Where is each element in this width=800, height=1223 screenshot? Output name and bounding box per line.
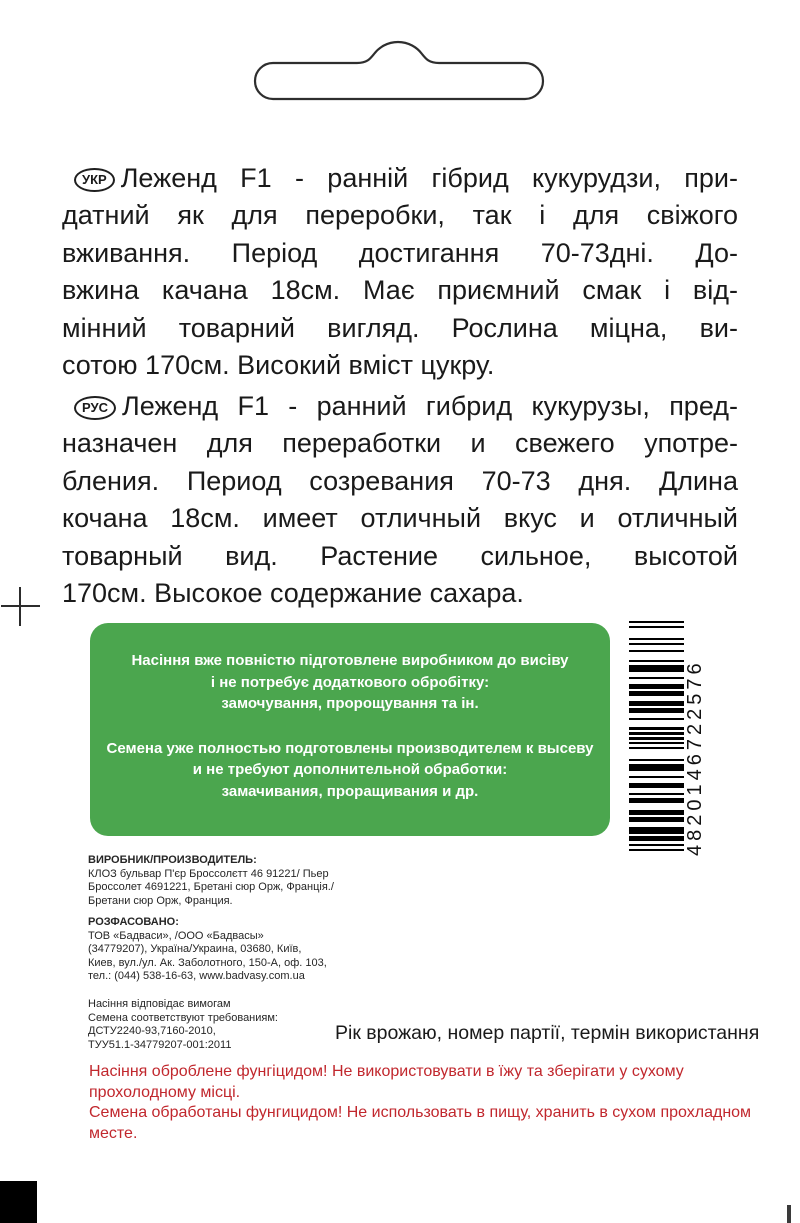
producer-line: КЛОЗ бульвар П'єр Броссолєтт 46 91221/ Пьер (88, 867, 329, 880)
description-line: 170см. Высокое содержание сахара. (62, 578, 524, 609)
notice-ukrainian (90, 650, 610, 715)
description-text: Леженд F1 - ранній гібрид кукурудзи, при- (120, 163, 738, 193)
description-line (62, 160, 738, 197)
description-line: бления. Период созревания 70-73 дня. Длина (62, 465, 738, 496)
packer-line: Киев, вул./ул. Ак. Заболотного, 150-А, оф. 103, (88, 956, 327, 969)
registration-crosshair-icon (19, 587, 21, 626)
packer-header: РОЗФАСОВАНО: (88, 916, 179, 928)
description-line: мінний товарний вигляд. Рослина міцна, ви- (62, 312, 738, 343)
description-line (62, 388, 738, 425)
print-color-patch (0, 1181, 37, 1223)
warning-line: Насіння оброблене фунгіцидом! Не використовувати в їжу та зберігати у сухому прохолодному місці. (89, 1063, 684, 1101)
description-line: назначен для переработки и свежего употре- (62, 428, 738, 459)
packer-line: ТОВ «Бадваси», /ООО «Бадвасы» (88, 929, 264, 942)
packer-line: тел.: (044) 538-16-63, www.badvasy.com.ua (88, 970, 305, 982)
description-line: сотою 170см. Високий вміст цукру. (62, 350, 495, 381)
description-line: вжина качана 18см. Має приємний смак і від- (62, 275, 738, 306)
notice-line: и не требуют дополнительной обработки: (192, 761, 508, 778)
lang-badge-rus-icon: РУС (74, 396, 116, 420)
seed-preparation-notice-box (90, 623, 610, 836)
warning-line: Семена обработаны фунгицидом! Не использовать в пищу, хранить в сухом прохладном месте. (89, 1104, 752, 1142)
producer-info (88, 854, 334, 908)
producer-line: Бретани сюр Орж, Франция. (88, 894, 233, 907)
notice-line: замачивания, проращивания и др. (221, 782, 479, 800)
standards-line: Насіння відповідає вимогам (88, 998, 231, 1010)
producer-line: Броссолет 4691221, Бретані сюр Орж, Франція./ (88, 881, 334, 893)
euro-slot-hang-hole-icon (253, 40, 545, 102)
notice-line: Семена уже полностью подготовлены производителем к высеву (106, 739, 594, 757)
fungicide-warning (89, 1062, 754, 1144)
packer-line: (34779207), Україна/Украина, 03680, Київ, (88, 943, 302, 955)
standards-line: ДСТУ2240-93,7160-2010, (88, 1025, 216, 1037)
notice-line: і не потребує додаткового обробітку: (210, 673, 490, 691)
description-line: вживання. Період достигання 70-73дні. До- (62, 237, 738, 268)
lang-badge-ukr-icon: УКР (74, 168, 115, 192)
description-text: Леженд F1 - ранний гибрид кукурузы, пред- (121, 391, 738, 421)
notice-russian (90, 738, 610, 803)
standards-line: Семена соответствуют требованиям: (88, 1011, 278, 1024)
notice-line: Насіння вже повністю підготовлене виробником до висіву (131, 652, 569, 669)
description-ukrainian (62, 160, 738, 384)
standards-line: ТУУ51.1-34779207-001:2011 (88, 1038, 232, 1051)
print-trim-mark (787, 1205, 791, 1223)
description-line: датний як для переробки, так і для свіжого (62, 200, 738, 231)
packer-info (88, 916, 327, 984)
barcode-number: 4820146722576 (684, 659, 706, 856)
notice-line: замочування, пророщування та ін. (221, 695, 479, 712)
description-line: товарный вид. Растение сильное, высотой (62, 540, 738, 571)
standards-info (88, 998, 278, 1052)
lot-note: Рік врожаю, номер партії, термін використання (335, 1022, 760, 1044)
description-line: кочана 18см. имеет отличный вкус и отличный (62, 503, 738, 534)
barcode-icon (629, 621, 684, 851)
description-russian (62, 388, 738, 612)
producer-header: ВИРОБНИК/ПРОИЗВОДИТЕЛЬ: (88, 854, 257, 866)
